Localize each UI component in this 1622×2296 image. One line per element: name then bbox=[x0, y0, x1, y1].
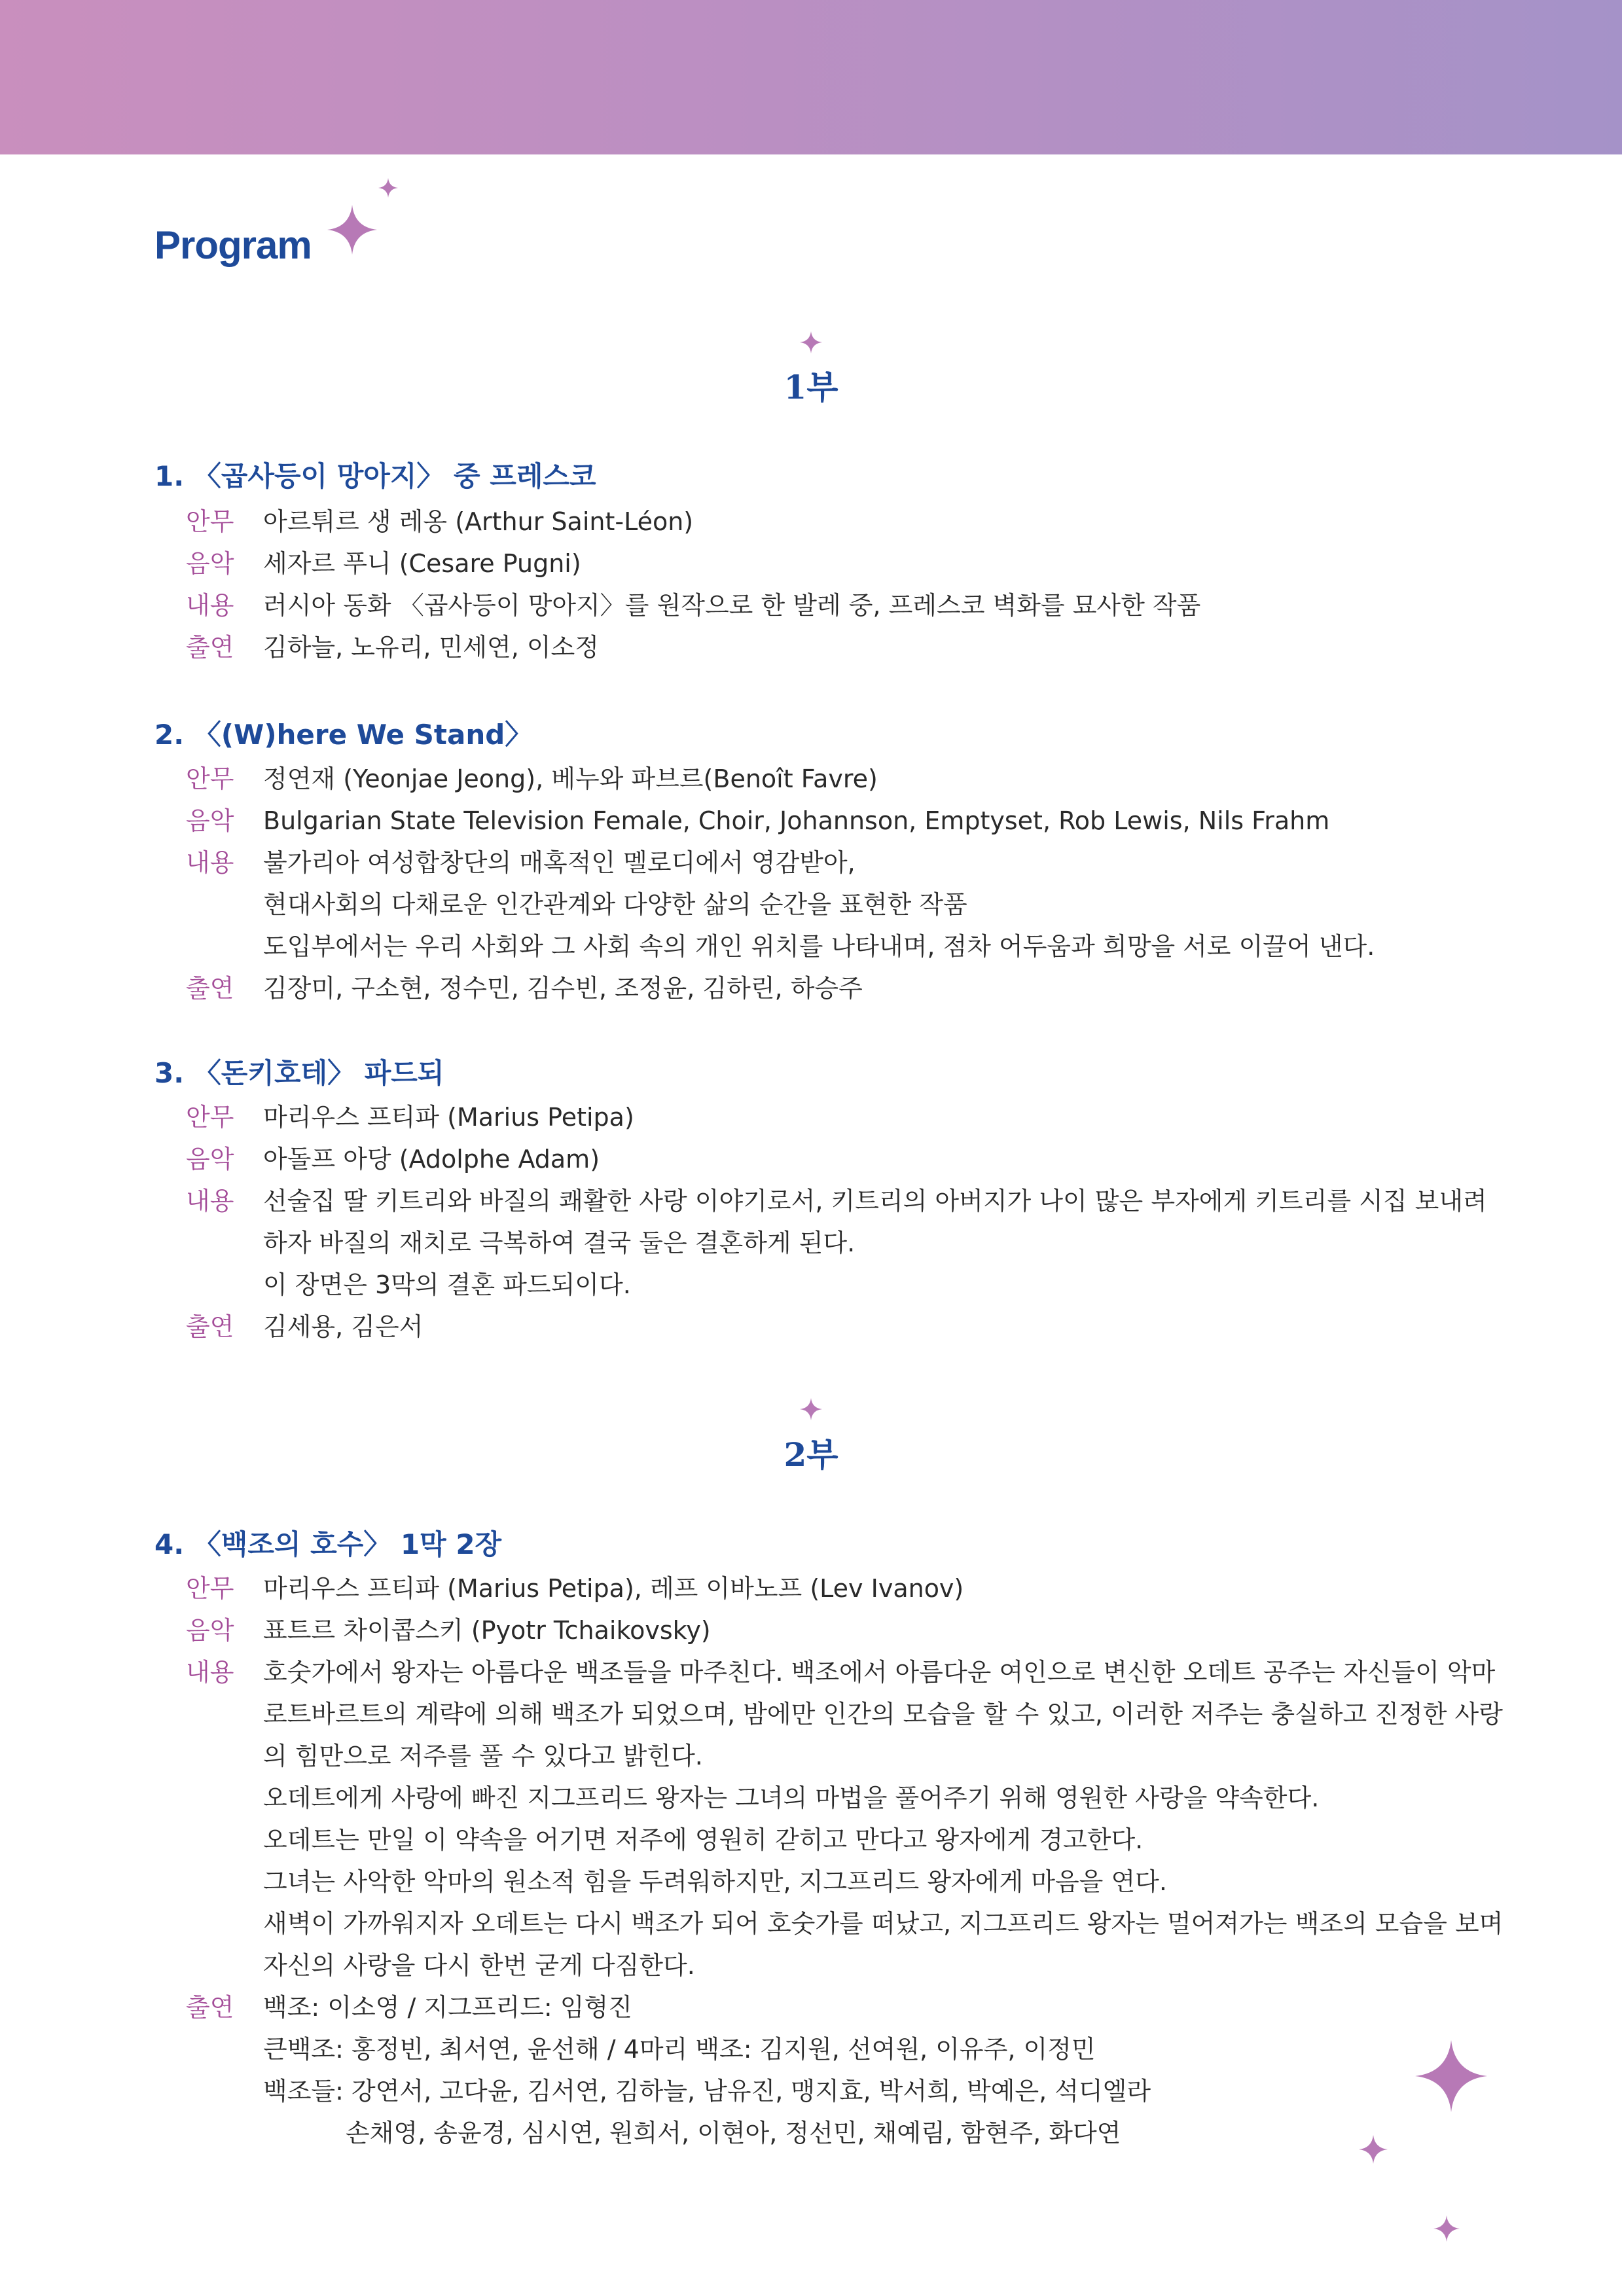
label-choreo: 안무 bbox=[186, 764, 234, 793]
section-4-content-line: 자신의 사랑을 다시 한번 굳게 다짐한다. bbox=[263, 1951, 695, 1980]
section-4-content-line: 오데트는 만일 이 약속을 어기면 저주에 영원히 갇히고 만다고 왕자에게 경고한다. bbox=[263, 1825, 1144, 1854]
section-1-cast: 출연 김하늘, 노유리, 민세연, 이소정 bbox=[186, 626, 599, 668]
label-cast: 출연 bbox=[186, 633, 234, 662]
label-music: 음악 bbox=[186, 806, 234, 835]
section-4-title: 4. 〈백조의 호수〉 1막 2장 bbox=[154, 1528, 502, 1560]
section-4-music: 음악 표트르 차이콥스키 (Pyotr Tchaikovsky) bbox=[186, 1609, 711, 1651]
section-4-cast-line: 손채영, 송윤경, 심시연, 원희서, 이현아, 정선민, 채예림, 함현주, 화다연 bbox=[346, 2119, 1121, 2147]
section-2-title: 2. 〈(W)here We Stand〉 bbox=[154, 719, 533, 751]
label-content: 내용 bbox=[186, 1187, 234, 1215]
section-4-content-line: 오데트에게 사랑에 빠진 지그프리드 왕자는 그녀의 마법을 풀어주기 위해 영원한 사랑을 약속한다. bbox=[263, 1784, 1320, 1812]
section-2-cast: 출연 김장미, 구소현, 정수민, 김수빈, 조정윤, 김하린, 하승주 bbox=[186, 967, 863, 1009]
section-3-title: 3. 〈돈키호테〉 파드되 bbox=[154, 1057, 444, 1089]
section-3-cast: 출연 김세용, 김은서 bbox=[186, 1306, 423, 1348]
label-cast: 출연 bbox=[186, 1993, 234, 2022]
section-4-choreo: 안무 마리우스 프티파 (Marius Petipa), 레프 이바노프 (Lev Ivanov) bbox=[186, 1568, 964, 1609]
section-3-content-line: 하자 바질의 재치로 극복하여 결국 둘은 결혼하게 된다. bbox=[263, 1229, 856, 1257]
label-music: 음악 bbox=[186, 1616, 234, 1645]
section-3-content-line: 이 장면은 3막의 결혼 파드되이다. bbox=[263, 1270, 631, 1299]
sparkle-icon bbox=[327, 205, 377, 255]
header-banner bbox=[0, 0, 1622, 154]
section-3-content: 내용 선술집 딸 키트리와 바질의 쾌활한 사랑 이야기로서, 키트리의 아버지가 나이 많은 부자에게 키트리를 시집 보내려 bbox=[186, 1180, 1487, 1222]
label-music: 음악 bbox=[186, 549, 234, 578]
section-1-choreo: 안무 아르튀르 생 레옹 (Arthur Saint-Léon) bbox=[186, 501, 693, 543]
part-1-title: 1부 bbox=[784, 368, 838, 406]
section-2-music: 음악 Bulgarian State Television Female, Choir, Johannson, Emptyset, Rob Lewis, Nils Frahm bbox=[186, 800, 1329, 842]
section-3-music: 음악 아돌프 아당 (Adolphe Adam) bbox=[186, 1138, 600, 1180]
section-4-content-line: 의 힘만으로 저주를 풀 수 있다고 밝힌다. bbox=[263, 1742, 703, 1770]
label-content: 내용 bbox=[186, 848, 234, 877]
section-1-content: 내용 러시아 동화 〈곱사등이 망아지〉를 원작으로 한 발레 중, 프레스코 벽화를 묘사한 작품 bbox=[186, 584, 1200, 626]
sparkle-icon bbox=[800, 331, 822, 353]
label-cast: 출연 bbox=[186, 974, 234, 1003]
section-4-cast-line: 큰백조: 홍정빈, 최서연, 윤선해 / 4마리 백조: 김지원, 선여원, 이유주, 이정민 bbox=[263, 2035, 1096, 2064]
sparkle-icon bbox=[1433, 2215, 1460, 2242]
label-choreo: 안무 bbox=[186, 507, 234, 536]
section-4-cast-line: 백조들: 강연서, 고다윤, 김서연, 김하늘, 남유진, 맹지효, 박서희, 박예은, 석디엘라 bbox=[263, 2077, 1151, 2106]
sparkle-icon bbox=[800, 1398, 822, 1420]
section-4-content-line: 새벽이 가까워지자 오데트는 다시 백조가 되어 호숫가를 떠났고, 지그프리드 왕자는 멀어져가는 백조의 모습을 보며 bbox=[263, 1909, 1504, 1938]
section-4-cast: 출연 백조: 이소영 / 지그프리드: 임형진 bbox=[186, 1986, 632, 2028]
part-2-title: 2부 bbox=[784, 1435, 838, 1474]
sparkle-icon bbox=[1359, 2135, 1388, 2164]
section-3-choreo: 안무 마리우스 프티파 (Marius Petipa) bbox=[186, 1096, 634, 1138]
section-4-content-line: 로트바르트의 계략에 의해 백조가 되었으며, 밤에만 인간의 모습을 할 수 있고, 이러한 저주는 충실하고 진정한 사랑 bbox=[263, 1700, 1503, 1729]
label-cast: 출연 bbox=[186, 1312, 234, 1341]
sparkle-icon bbox=[378, 178, 398, 198]
section-1-title: 1. 〈곱사등이 망아지〉 중 프레스코 bbox=[154, 460, 596, 492]
label-choreo: 안무 bbox=[186, 1103, 234, 1132]
label-content: 내용 bbox=[186, 591, 234, 620]
section-2-content: 내용 불가리아 여성합창단의 매혹적인 멜로디에서 영감받아, bbox=[186, 842, 856, 884]
page-title: Program bbox=[154, 223, 312, 267]
section-4-content: 내용 호숫가에서 왕자는 아름다운 백조들을 마주친다. 백조에서 아름다운 여인으로 변신한 오데트 공주는 자신들이 악마 bbox=[186, 1651, 1495, 1693]
label-choreo: 안무 bbox=[186, 1574, 234, 1603]
label-content: 내용 bbox=[186, 1658, 234, 1687]
section-2-content-line: 현대사회의 다채로운 인간관계와 다양한 삶의 순간을 표현한 작품 bbox=[263, 890, 967, 919]
section-2-content-line: 도입부에서는 우리 사회와 그 사회 속의 개인 위치를 나타내며, 점차 어두움과 희망을 서로 이끌어 낸다. bbox=[263, 932, 1375, 961]
sparkle-icon bbox=[1415, 2040, 1487, 2112]
label-music: 음악 bbox=[186, 1145, 234, 1174]
section-1-music: 음악 세자르 푸니 (Cesare Pugni) bbox=[186, 543, 581, 584]
section-4-content-line: 그녀는 사악한 악마의 원소적 힘을 두려워하지만, 지그프리드 왕자에게 마음을 연다. bbox=[263, 1867, 1167, 1896]
section-2-choreo: 안무 정연재 (Yeonjae Jeong), 베누와 파브르(Benoît Favre) bbox=[186, 758, 878, 800]
